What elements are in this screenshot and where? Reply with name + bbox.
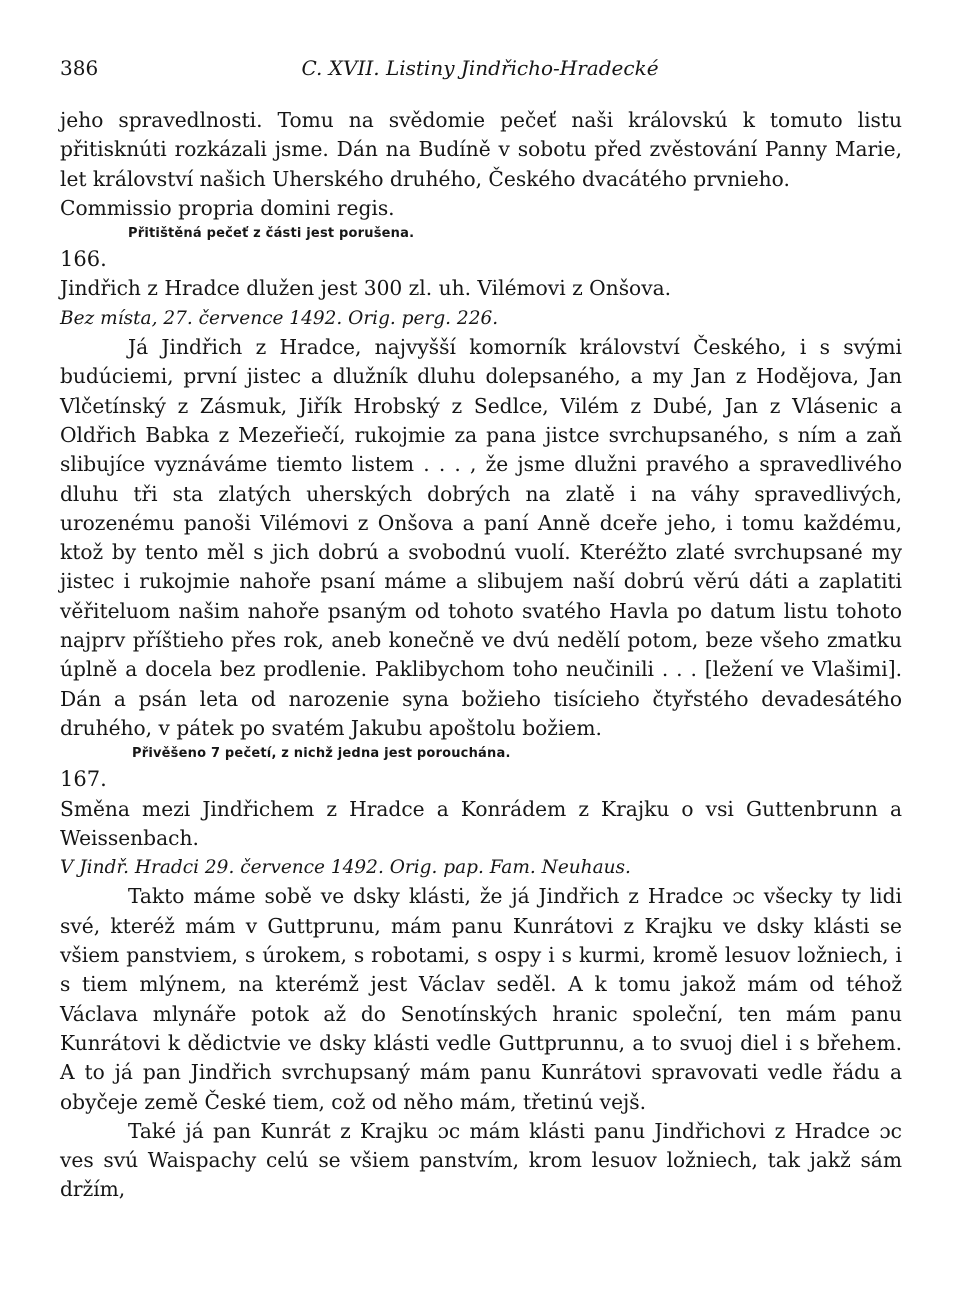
document-paragraph: Já Jindřich z Hradce, najvyšší komorník království Českého, i s svými budúciemi, první jistec a dlužník dluhu dolepsaného, a my Jan z Hodějova, Jan Vlčetínský z Zásmuk, Jiřík Hrobský z Sedlce, Vilém z Dubé, Jan z Vlásenic a Oldřich Babka z Mezeřiečí, rukojmie za pana jistce svrchupsaného, s ním a zaň slibujíce vyznáváme tiemto listem . . . , že jsme dlužni pravého a spravedlivého dluhu tři sta zlatých uherských dobrých na zlatě i na váhy spravedlivých, urozenému panoši Vilémovi z Onšova a paní Anně dceře jeho, i tomu každému, ktož by tento měl s jich dobrú a svobodnú vuolí. Kteréžto zlaté svrchupsané my jistec i rukojmie nahoře psaní máme a slibujem naší dobrú věrú dáti a zaplatiti věřiteluom našim nahoře psaným od tohoto svatého Havla po datum listu tohoto najprv příštieho přes rok, aneb konečně ve dvú nedělí potom, beze všeho zmatku úplně a docela bez prodlenie. Paklibychom toho neučinili . . . [ležení ve Vlašimi]. Dán a psán leta od narozenie syna božieho tisícieho čtyřstého devadesátého druhého, v pátek po svatém Jakubu apoštolu božiem.: [60, 335, 902, 740]
continuation-paragraph: jeho spravedlnosti. Tomu na svědomie pečeť naši královskú k tomuto listu přitisknúti rozkázali jsme. Dán na Budíně v sobotu před zvěstování Panny Marie, let království našich Uherského druhého, Českého dvacátého prvnieho.: [60, 108, 902, 191]
document-number: 166.: [60, 247, 107, 272]
document-meta: V Jindř. Hradci 29. července 1492. Orig. pap. Fam. Neuhaus.: [60, 857, 631, 879]
document-meta: Bez místa, 27. července 1492. Orig. perg. 226.: [60, 307, 499, 329]
signature-line: Commissio propria domini regis.: [60, 195, 395, 220]
document-167: [60, 765, 902, 1204]
document-title: Jindřich z Hradce dlužen jest 300 zl. uh. Vilémovi z Onšova.: [60, 276, 672, 301]
document-paragraph: Také já pan Kunrát z Krajku ɔc mám klásti panu Jindřichovi z Hradce ɔc ves svú Waispachy celú se všiem panstvím, krom lesuov ložniech, tak jakž sám držím,: [60, 1118, 902, 1202]
seal-note: Přivěšeno 7 pečetí, z nichž jedna jest porouchána.: [132, 746, 511, 762]
seal-note: Přitištěná pečeť z části jest porušena.: [128, 226, 415, 242]
document-166: [60, 245, 902, 765]
running-title: C. XVII. Listiny Jindřicho-Hradecké: [301, 56, 659, 80]
document-title: Směna mezi Jindřichem z Hradce a Konrádem z Krajku o vsi Guttenbrunn a Weissenbach.: [60, 796, 902, 850]
document-paragraph: Takto máme sobě ve dsky klásti, že já Jindřich z Hradce ɔc všecky ty lidi své, kteréž mám v Guttprunu, mám panu Kunrátovi z Krajku ve dsky klásti se všiem panstviem, s úrokem, s robotami, s ospy i s kurmi, kromě lesuov ložniech, i s tiem mlýnem, na kterémž jest Václav seděl. A k tomu jakož mám od téhož Václava mlynáře potok až do Senotínských hranic společní, ten mám panu Kunrátovi k dědictvie ve dsky klásti vedle Guttprunnu, a to svuoj diel i s břehem. A to já pan Jindřich svrchupsaný mám panu Kunrátovi spravovati vedle řádu a obyčeje země České tiem, což od něho mám, třetinú vejš.: [60, 884, 902, 1114]
page-header: [60, 56, 900, 86]
document-number: 167.: [60, 767, 107, 792]
page-body: [60, 106, 902, 1205]
page-number: 386: [60, 56, 99, 80]
